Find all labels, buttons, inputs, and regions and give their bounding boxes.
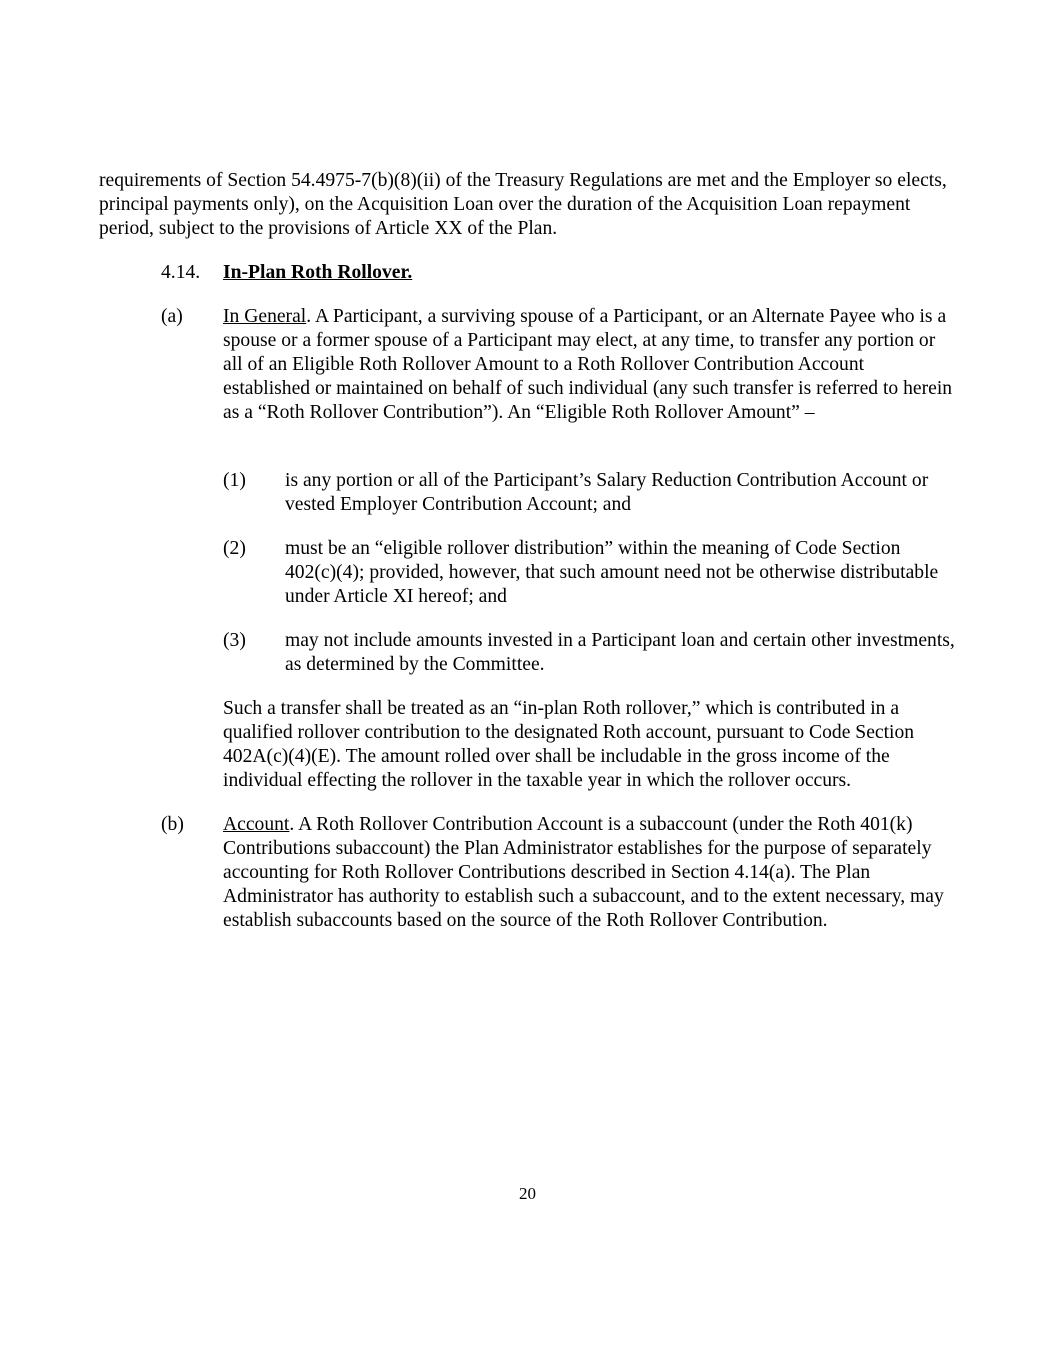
subitem-2-text: must be an “eligible rollover distribution” within the meaning of Code Section 402(c)(4); provided, however, that such amount need not be otherwise distributable under Article XI hereof; and — [285, 538, 939, 607]
item-a-closing-paragraph: Such a transfer shall be treated as an “in-plan Roth rollover,” which is contributed in a qualified rollover contribution to the designated Roth account, pursuant to Code Section 402A(c)(4)(E). The amount rolled over shall be includable in the gross income of the individual effecting the rollover in the taxable year in which the rollover occurs. — [223, 698, 915, 791]
item-b-text: . A Roth Rollover Contribution Account is a subaccount (under the Roth 401(k) Contributions subaccount) the Plan Administrator establishes for the purpose of separately accounting for Roth Rollover Contributions described in Section 4.14(a). The Plan Administrator has authority to establish such a subaccount, and to the extent necessary, may establish subaccounts based on the source of the Roth Rollover Contribution. — [223, 814, 944, 931]
item-a — [161, 305, 955, 425]
item-a-lead-in: In General — [223, 306, 307, 327]
item-b — [161, 813, 955, 933]
section-title: In-Plan Roth Rollover. — [223, 262, 413, 283]
subitem-3-label: (3) — [223, 630, 246, 651]
subitem-3 — [223, 629, 955, 677]
subitem-3-text: may not include amounts invested in a Participant loan and certain other investments, as determined by the Committee. — [285, 630, 955, 675]
item-a-text: . A Participant, a surviving spouse of a Participant, or an Alternate Payee who is a spouse or a former spouse of a Participant may elect, at any time, to transfer any portion or all of an Eligible Roth Rollover Amount to a Roth Rollover Contribution Account established or maintained on behalf of such individual (any such transfer is referred to herein as a “Roth Rollover Contribution”). An “Eligible Roth Rollover Amount” – — [223, 306, 953, 423]
subitem-2 — [223, 537, 955, 609]
continuation-paragraph: requirements of Section 54.4975-7(b)(8)(ii) of the Treasury Regulations are met and the Employer so elects, principal payments only), on the Acquisition Loan over the duration of the Acquisition Loan repayment period, subject to the provisions of Article XX of the Plan. — [99, 170, 947, 239]
item-b-label: (b) — [161, 814, 184, 835]
item-a-body — [223, 305, 955, 425]
item-a-label: (a) — [161, 306, 183, 327]
subitem-1-text: is any portion or all of the Participant’s Salary Reduction Contribution Account or vested Employer Contribution Account; and — [285, 470, 929, 515]
subitem-1 — [223, 469, 955, 517]
section-heading — [161, 261, 955, 285]
item-b-body — [223, 813, 955, 933]
subitem-1-label: (1) — [223, 470, 246, 491]
section-number: 4.14. — [161, 262, 201, 283]
item-b-lead-in: Account — [223, 814, 290, 835]
subitem-2-label: (2) — [223, 538, 246, 559]
page-number: 20 — [519, 1184, 536, 1203]
